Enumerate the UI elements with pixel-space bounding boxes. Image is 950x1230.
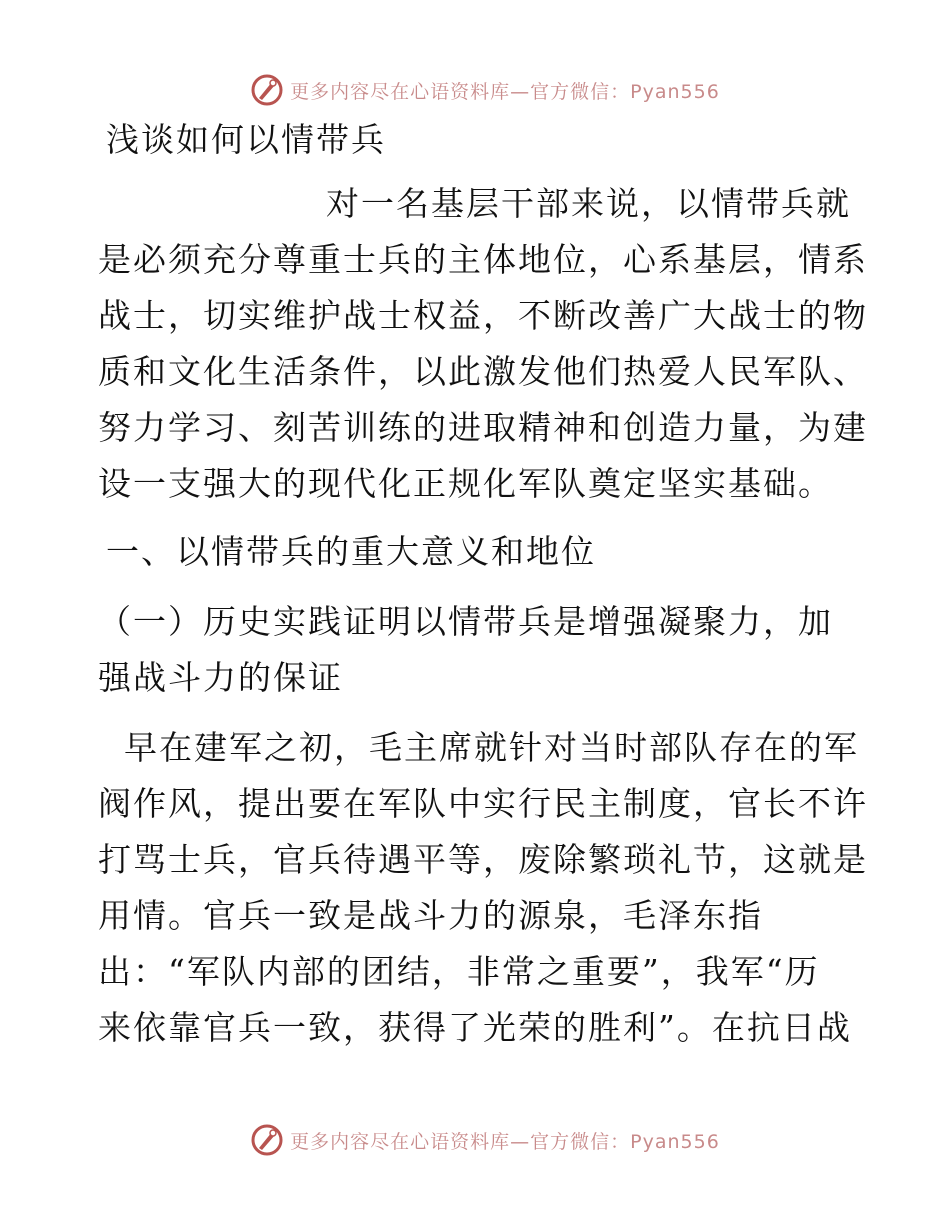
paragraph-line: 早在建军之初，毛主席就针对当时部队存在的军 [124, 728, 859, 767]
watermark-group [250, 1123, 720, 1157]
section-heading: 一、以情带兵的重大意义和地位 [106, 532, 596, 571]
watermark-banner-top [0, 68, 950, 112]
paragraph-line: 阀作风，提出要在军队中实行民主制度，官长不许 [98, 784, 868, 823]
subsection-heading-line: 强战斗力的保证 [98, 658, 343, 697]
document-title: 浅谈如何以情带兵 [106, 120, 386, 159]
paragraph-line: 战士，切实维护战士权益，不断改善广大战士的物 [98, 296, 868, 335]
watermark-text: 更多内容尽在心语资料库—官方微信：Pyan556 [290, 80, 720, 103]
quill-logo-icon [250, 1123, 284, 1157]
paragraph-line: 用情。官兵一致是战斗力的源泉，毛泽东指 [98, 896, 763, 935]
paragraph-line: 是必须充分尊重士兵的主体地位，心系基层，情系 [98, 240, 868, 279]
paragraph-line: 打骂士兵，官兵待遇平等，废除繁琐礼节，这就是 [98, 840, 868, 879]
watermark-banner-bottom [0, 1118, 950, 1162]
quill-logo-icon [250, 73, 284, 107]
paragraph-line: 质和文化生活条件，以此激发他们热爱人民军队、 [98, 352, 868, 391]
paragraph-line: 来依靠官兵一致，获得了光荣的胜利”。在抗日战 [98, 1008, 852, 1047]
paragraph-line: 对一名基层干部来说，以情带兵就 [326, 184, 851, 223]
document-body [98, 118, 868, 1050]
paragraph-line: 出：“军队内部的团结，非常之重要”，我军“历 [98, 952, 820, 991]
watermark-text: 更多内容尽在心语资料库—官方微信：Pyan556 [290, 1130, 720, 1153]
subsection-heading-line: （一）历史实践证明以情带兵是增强凝聚力，加 [98, 602, 833, 641]
paragraph-line: 设一支强大的现代化正规化军队奠定坚实基础。 [98, 464, 833, 503]
paragraph-line: 努力学习、刻苦训练的进取精神和创造力量，为建 [98, 408, 868, 447]
watermark-group [250, 73, 720, 107]
